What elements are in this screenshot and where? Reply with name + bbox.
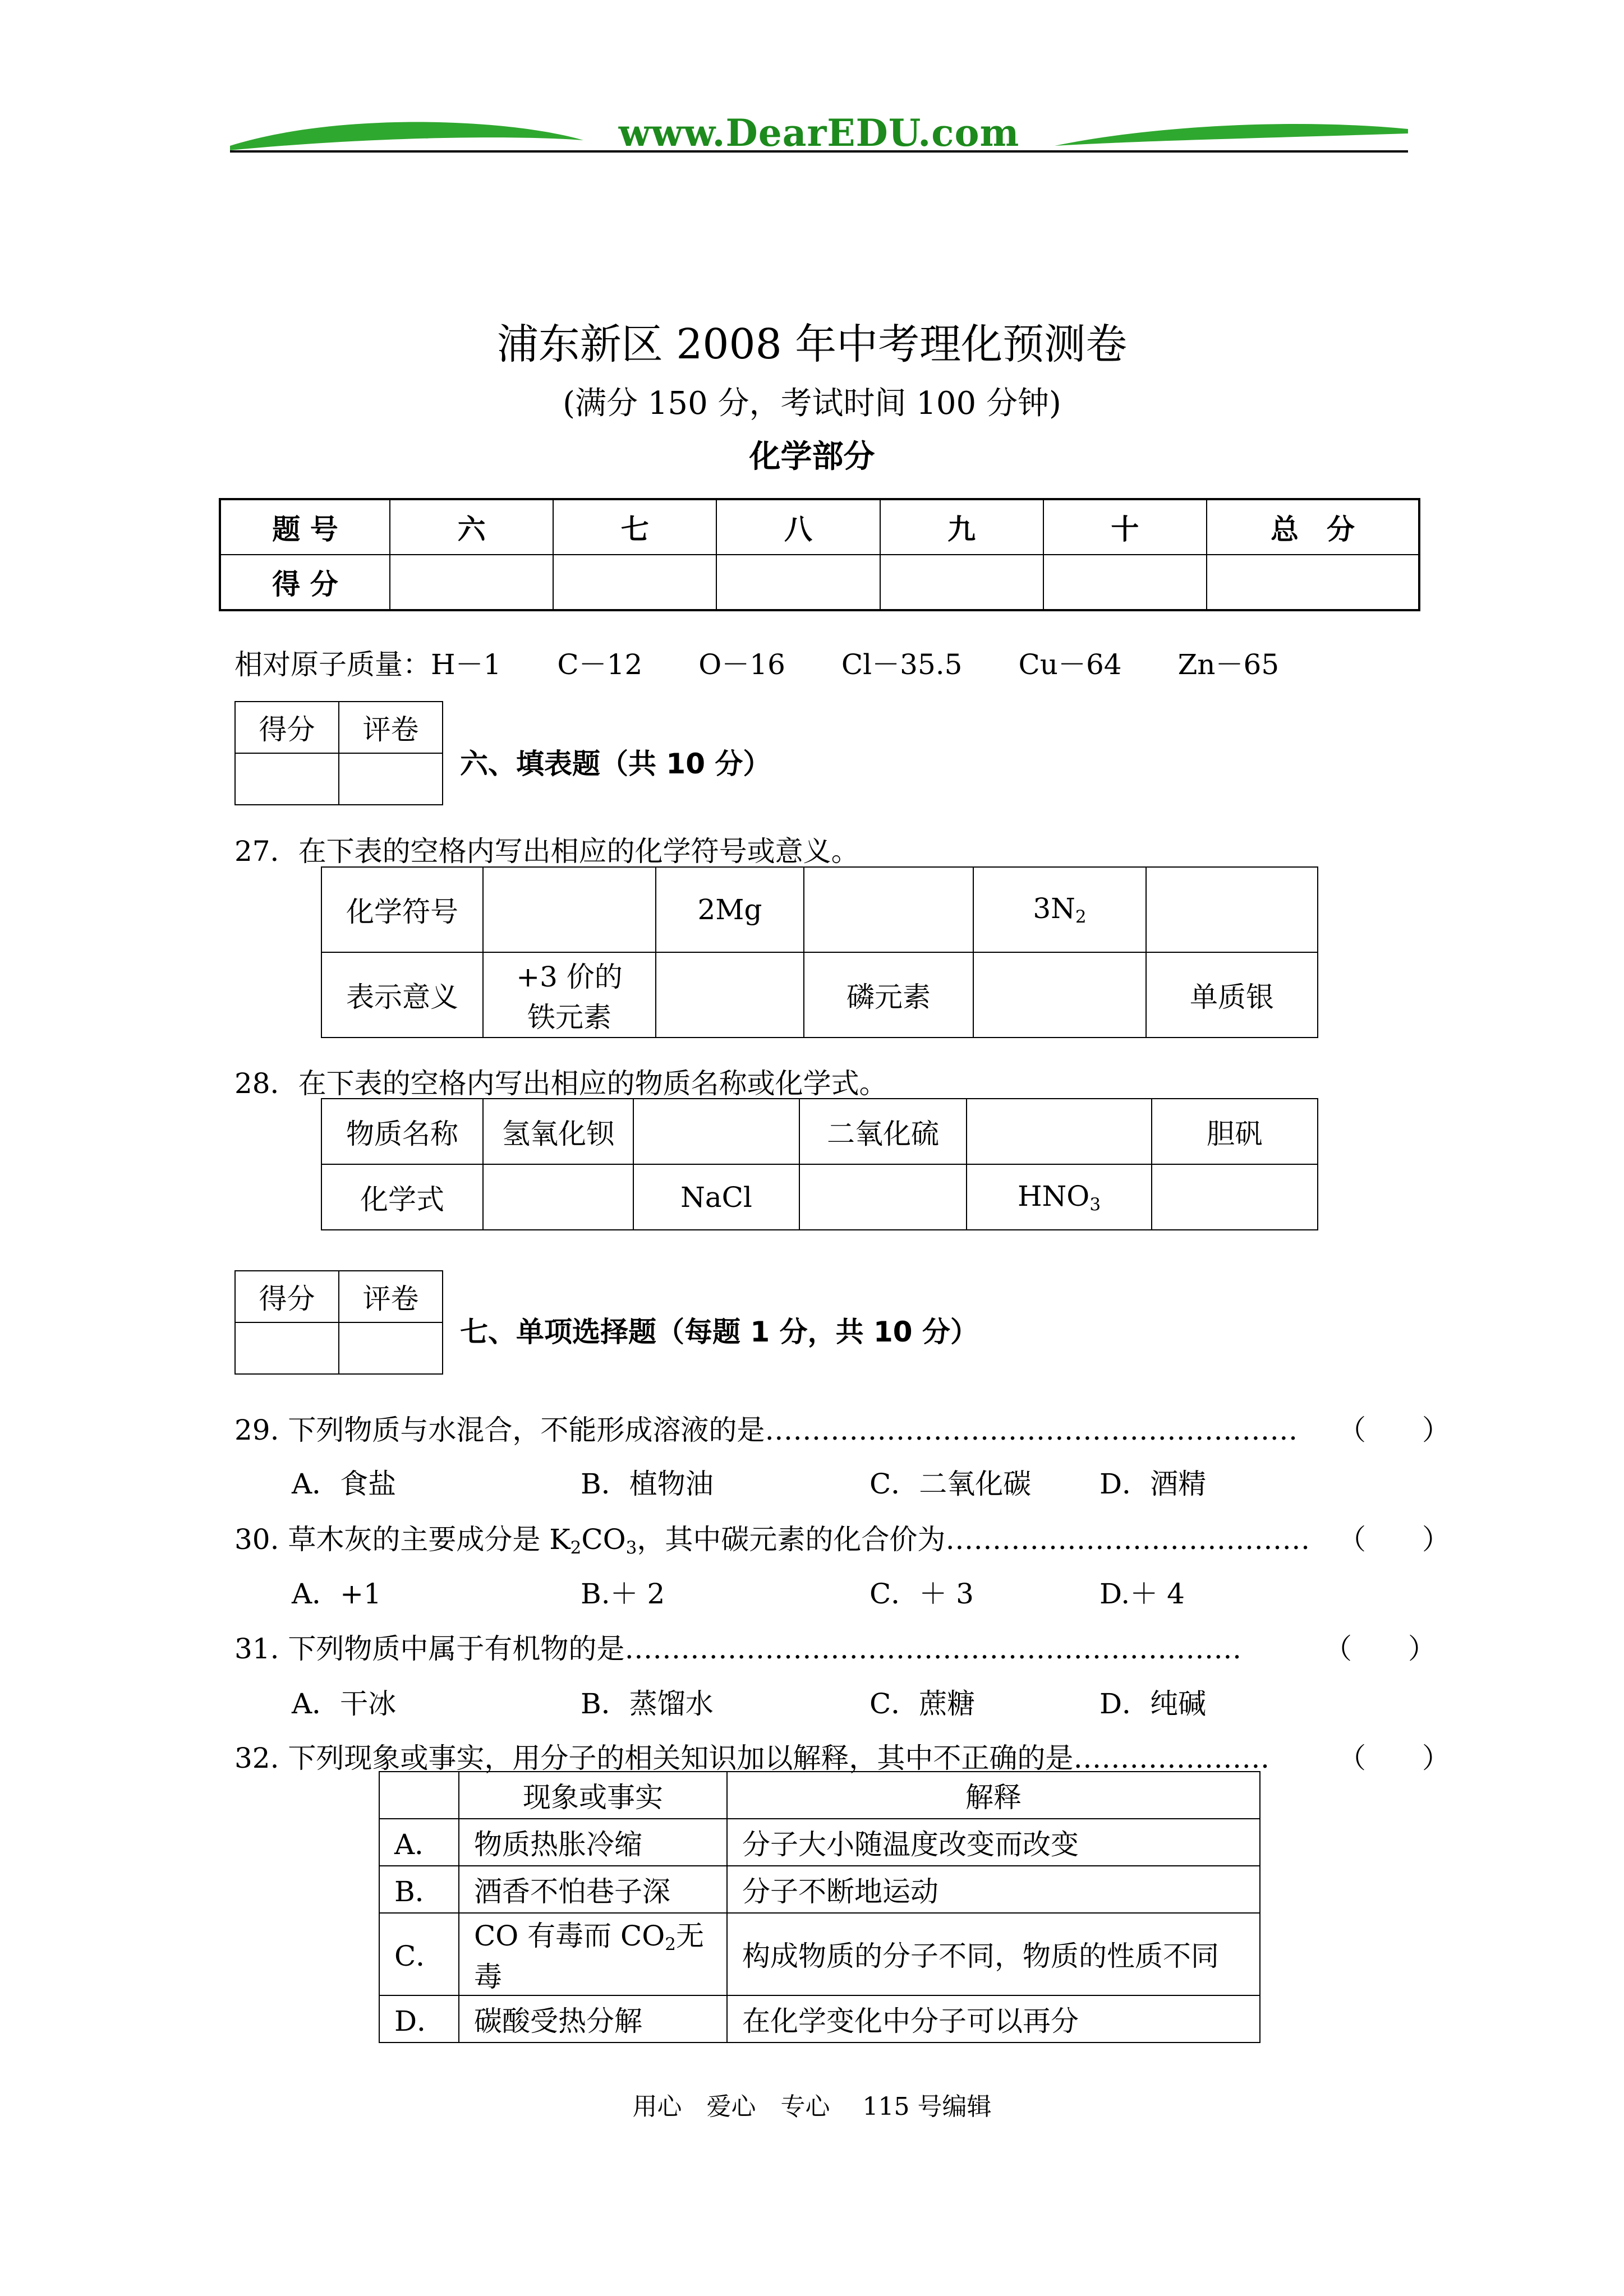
given-cell — [483, 952, 656, 1038]
formula-subscript: 2 — [570, 1537, 582, 1558]
option-b: B.＋ 2 — [581, 1578, 665, 1610]
answer-parentheses[interactable]: （ ） — [1338, 1414, 1450, 1446]
grader-score-cell[interactable] — [235, 1322, 339, 1374]
grader-box — [234, 1270, 443, 1375]
grader-reviewer-label: 评卷 — [339, 702, 443, 753]
score-header-cell: 题 号 — [220, 499, 390, 555]
option-c: C．二氧化碳 — [869, 1468, 1032, 1500]
score-header-cell: 八 — [716, 499, 880, 555]
score-table — [219, 498, 1420, 611]
row-label: 化学符号 — [321, 867, 483, 952]
given-cell: 单质银 — [1146, 952, 1318, 1038]
option-b: B．植物油 — [581, 1468, 714, 1500]
table-header-cell — [379, 1772, 459, 1819]
option-d: D．酒精 — [1099, 1468, 1207, 1500]
answer-cell[interactable] — [1146, 867, 1318, 952]
section-7-heading: 七、单项选择题（每题 1 分，共 10 分） — [460, 1316, 978, 1348]
formula-text: HNO — [1017, 1179, 1090, 1212]
answer-cell[interactable] — [633, 1099, 799, 1164]
fact-text: CO 有毒而 CO — [474, 1920, 665, 1952]
option-a: A．干冰 — [292, 1688, 397, 1720]
fact-cell: 物质热胀冷缩 — [459, 1819, 727, 1866]
question-31-stem: 31. 下列物质中属于有机物的是………………………………………………………… — [234, 1633, 1242, 1665]
formula-subscript: 2 — [1075, 906, 1087, 927]
explanation-cell: 分子不断地运动 — [727, 1866, 1260, 1913]
site-banner — [224, 107, 1414, 174]
page-footer: 用心 爱心 专心 115 号编辑 — [632, 2092, 992, 2121]
score-input-cell[interactable] — [553, 555, 716, 610]
exam-subtitle: (满分 150 分，考试时间 100 分钟) — [563, 385, 1061, 422]
given-cell — [973, 867, 1146, 952]
explanation-cell: 构成物质的分子不同，物质的性质不同 — [727, 1913, 1260, 1995]
score-input-cell[interactable] — [880, 555, 1043, 610]
question-29-stem: 29. 下列物质与水混合，不能形成溶液的是………………………………………………… — [234, 1414, 1298, 1446]
score-row-label: 得 分 — [220, 555, 390, 610]
score-input-cell[interactable] — [716, 555, 880, 610]
option-d: D.＋ 4 — [1099, 1578, 1185, 1610]
option-c: C．蔗糖 — [869, 1688, 976, 1720]
given-cell: 磷元素 — [804, 952, 973, 1038]
meaning-line-1: +3 价的 — [516, 961, 623, 993]
option-a: A．食盐 — [292, 1468, 397, 1500]
table-row — [379, 1913, 1260, 1995]
question-30-stem — [234, 1517, 1310, 1558]
score-header-cell: 总 分 — [1207, 499, 1419, 555]
option-a: A．+1 — [292, 1578, 381, 1610]
section-6-heading: 六、填表题（共 10 分） — [460, 748, 771, 780]
answer-parentheses[interactable]: （ ） — [1338, 1523, 1450, 1556]
score-header-cell: 十 — [1043, 499, 1207, 555]
answer-cell[interactable] — [656, 952, 804, 1038]
option-key: C． — [379, 1913, 459, 1995]
fact-cell: 碳酸受热分解 — [459, 1995, 727, 2043]
answer-parentheses[interactable]: （ ） — [1338, 1742, 1450, 1774]
meaning-line-2: 铁元素 — [527, 1001, 611, 1034]
grader-score-label: 得分 — [235, 702, 339, 753]
score-header-cell: 七 — [553, 499, 716, 555]
question-28-table — [321, 1098, 1318, 1230]
score-input-cell[interactable] — [390, 555, 553, 610]
option-key: A． — [379, 1819, 459, 1866]
option-b: B．蒸馏水 — [581, 1688, 714, 1720]
stem-part: 30. 草木灰的主要成分是 K — [234, 1523, 571, 1556]
given-cell: NaCl — [633, 1164, 799, 1230]
table-header-row — [379, 1772, 1260, 1819]
given-cell: 二氧化硫 — [799, 1099, 967, 1164]
table-row — [379, 1995, 1260, 2043]
option-key: D． — [379, 1995, 459, 2043]
answer-cell[interactable] — [483, 867, 656, 952]
table-row — [379, 1819, 1260, 1866]
answer-cell[interactable] — [973, 952, 1146, 1038]
question-32-table — [379, 1771, 1260, 2043]
score-input-cell[interactable] — [1043, 555, 1207, 610]
score-header-cell: 六 — [390, 499, 553, 555]
formula-subscript: 3 — [625, 1537, 637, 1558]
answer-parentheses[interactable]: （ ） — [1324, 1633, 1436, 1665]
fact-cell — [459, 1913, 727, 1995]
score-input-cell[interactable] — [1207, 555, 1419, 610]
option-key: B． — [379, 1866, 459, 1913]
question-28-stem: 28．在下表的空格内写出相应的物质名称或化学式。 — [234, 1067, 887, 1100]
exam-title: 浦东新区 2008 年中考理化预测卷 — [496, 320, 1128, 368]
answer-cell[interactable] — [1152, 1164, 1318, 1230]
option-c: C．＋ 3 — [869, 1578, 974, 1610]
formula-text: 3N — [1033, 892, 1075, 925]
site-url: www.DearEDU.com — [618, 111, 1020, 155]
option-d: D．纯碱 — [1099, 1688, 1207, 1720]
fact-cell: 酒香不怕巷子深 — [459, 1866, 727, 1913]
stem-part: ，其中碳元素的化合价为………………………………… — [637, 1523, 1310, 1556]
fact-text: 无毒 — [474, 1920, 705, 1993]
table-header-cell: 解释 — [727, 1772, 1260, 1819]
question-27-stem: 27．在下表的空格内写出相应的化学符号或意义。 — [234, 835, 859, 868]
row-label: 化学式 — [321, 1164, 483, 1230]
answer-cell[interactable] — [483, 1164, 633, 1230]
formula-subscript: 2 — [665, 1934, 677, 1954]
question-32-stem: 32. 下列现象或事实，用分子的相关知识加以解释，其中不正确的是………………… — [234, 1742, 1270, 1774]
given-cell: 胆矾 — [1152, 1099, 1318, 1164]
stem-part: CO — [581, 1523, 626, 1556]
table-header-cell: 现象或事实 — [459, 1772, 727, 1819]
grader-reviewer-cell[interactable] — [339, 753, 443, 805]
grader-box — [234, 701, 443, 805]
score-table-score-row — [220, 555, 1419, 610]
grader-reviewer-cell[interactable] — [339, 1322, 443, 1374]
answer-cell[interactable] — [804, 867, 973, 952]
grader-reviewer-label: 评卷 — [339, 1271, 443, 1322]
given-cell — [967, 1164, 1152, 1230]
explanation-cell: 分子大小随温度改变而改变 — [727, 1819, 1260, 1866]
answer-cell[interactable] — [799, 1164, 967, 1230]
answer-cell[interactable] — [967, 1099, 1152, 1164]
given-cell: 2Mg — [656, 867, 804, 952]
grader-score-label: 得分 — [235, 1271, 339, 1322]
question-27-table — [321, 866, 1318, 1038]
atomic-masses: 相对原子质量：H－1 C－12 O－16 Cl－35.5 Cu－64 Zn－65 — [234, 648, 1280, 681]
table-row — [379, 1866, 1260, 1913]
formula-subscript: 3 — [1089, 1194, 1101, 1215]
given-cell: 氢氧化钡 — [483, 1099, 633, 1164]
row-label: 表示意义 — [321, 952, 483, 1038]
grader-score-cell[interactable] — [235, 753, 339, 805]
score-table-header-row — [220, 499, 1419, 555]
score-header-cell: 九 — [880, 499, 1043, 555]
row-label: 物质名称 — [321, 1099, 483, 1164]
section-label: 化学部分 — [749, 439, 875, 475]
explanation-cell: 在化学变化中分子可以再分 — [727, 1995, 1260, 2043]
